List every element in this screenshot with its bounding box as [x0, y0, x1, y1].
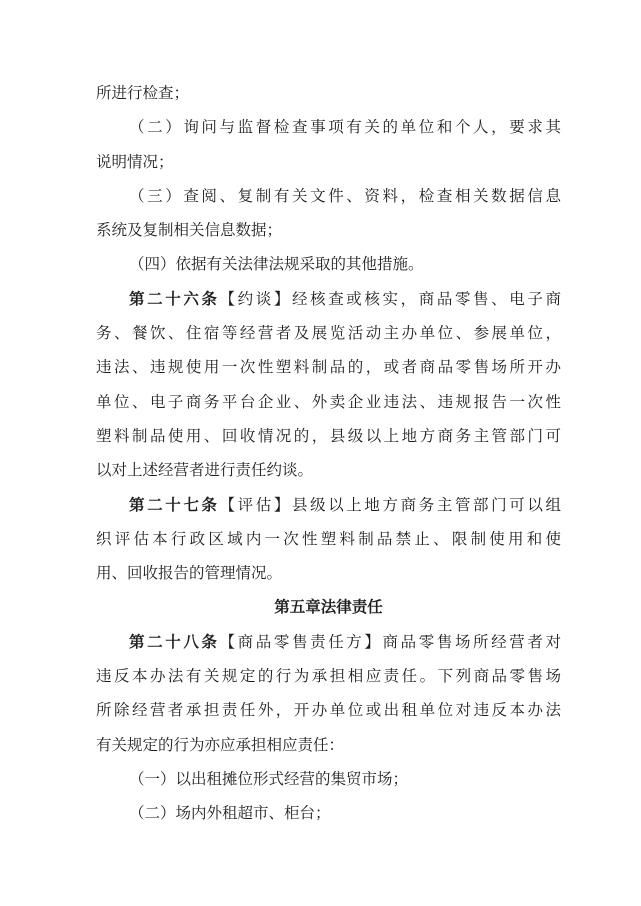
text-span: 违反本办法有关规定的行为承担相应责任。下列商品零售场: [96, 667, 561, 686]
text-line: [96, 625, 561, 659]
text-line: [96, 179, 561, 213]
text-line: [96, 385, 561, 419]
text-line: [96, 659, 561, 693]
text-line: [96, 350, 561, 384]
text-span: 所除经营者承担责任外，开办单位或出租单位对违反本办法: [96, 701, 561, 720]
text-line: [96, 76, 561, 110]
text-span: （二）场内外租超市、柜台；: [129, 804, 331, 823]
article-number: 第二十七条: [129, 494, 220, 514]
text-span: 说明情况；: [96, 152, 174, 171]
chapter-heading: [96, 590, 561, 624]
text-line: [96, 247, 561, 281]
text-span: 违法、违规使用一次性塑料制品的，或者商品零售场所开办: [96, 358, 561, 377]
text-line: [96, 762, 561, 796]
article-number: 第二十八条: [129, 631, 220, 651]
text-line: [96, 488, 561, 522]
text-span: （一）以出租摊位形式经营的集贸市场；: [129, 769, 409, 788]
text-line: [96, 419, 561, 453]
text-line: [96, 556, 561, 590]
text-span: 有关规定的行为亦应承担相应责任：: [96, 735, 345, 754]
text-line: [96, 453, 561, 487]
article-number: 第二十六条: [129, 288, 220, 308]
text-line: [96, 796, 561, 830]
text-span: 单位、电子商务平台企业、外卖企业违法、违规报告一次性: [96, 392, 561, 411]
text-line: [96, 282, 561, 316]
text-span: 【约谈】经核查或核实，商品零售、电子商: [219, 289, 561, 308]
text-line: [96, 522, 561, 556]
text-line: [96, 316, 561, 350]
text-line: [96, 693, 561, 727]
text-line: [96, 110, 561, 144]
text-span: （三）查阅、复制有关文件、资料，检查相关数据信息: [129, 186, 561, 205]
text-span: 务、餐饮、住宿等经营者及展览活动主办单位、参展单位，: [96, 324, 561, 343]
text-span: 用、回收报告的管理情况。: [96, 564, 283, 583]
text-span: 织评估本行政区域内一次性塑料制品禁止、限制使用和使: [96, 529, 561, 548]
text-span: （四）依据有关法律法规采取的其他措施。: [129, 255, 424, 274]
text-span: 系统及复制相关信息数据；: [96, 221, 283, 240]
text-line: [96, 728, 561, 762]
text-span: 【商品零售责任方】商品零售场所经营者对: [219, 632, 561, 651]
text-span: 以对上述经营者进行责任约谈。: [96, 461, 314, 480]
text-span: （二）询问与监督检查事项有关的单位和个人，要求其: [129, 118, 561, 137]
text-span: 【评估】县级以上地方商务主管部门可以组: [219, 495, 561, 514]
text-line: [96, 145, 561, 179]
text-line: [96, 213, 561, 247]
text-span: 所进行检查；: [96, 84, 190, 102]
article-number: 第五章法律责任: [274, 597, 383, 617]
document-body: [96, 76, 561, 831]
text-span: 塑料制品使用、回收情况的，县级以上地方商务主管部门可: [96, 426, 561, 445]
